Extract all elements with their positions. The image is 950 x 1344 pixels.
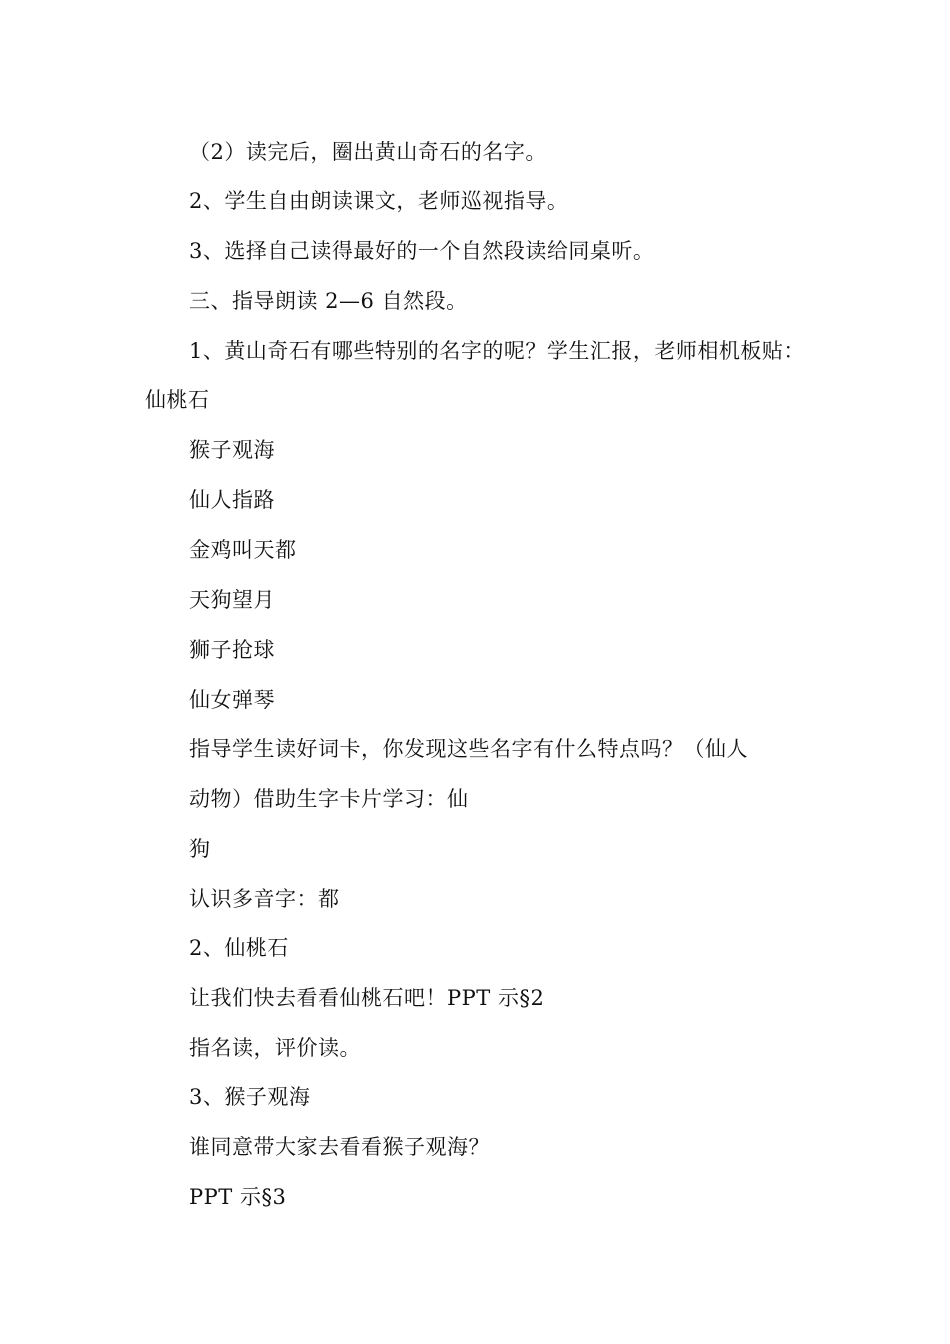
board-item-shiziqiangqiu: 狮子抢球: [189, 638, 275, 662]
subheading-houziguanhai: 3、猴子观海: [189, 1085, 311, 1109]
board-item-xianrenzhilu: 仙人指路: [189, 488, 275, 512]
board-item-xiantaoshi: 仙桃石: [145, 388, 210, 412]
step-free-reading: 2、学生自由朗读课文，老师巡视指导。: [189, 189, 569, 213]
ppt-slide-3: PPT 示§3: [189, 1185, 287, 1209]
board-item-xiannvtanqin: 仙女弹琴: [189, 688, 275, 712]
section-heading-guided-reading: 三、指导朗读 2—6 自然段。: [189, 289, 468, 313]
board-item-tiangouwangyue: 天狗望月: [189, 588, 275, 612]
step-read-circle-names: （2）读完后，圈出黄山奇石的名字。: [189, 140, 547, 164]
question-special-names: 1、黄山奇石有哪些特别的名字的呢？学生汇报，老师相机板贴：: [189, 339, 805, 363]
ppt-slide-2: 让我们快去看看仙桃石吧！PPT 示§2: [189, 986, 545, 1010]
character-gou: 狗: [189, 837, 211, 861]
board-item-jinjijiaotiandu: 金鸡叫天都: [189, 538, 297, 562]
instruction-character-cards: 动物）借助生字卡片学习：仙: [189, 787, 469, 811]
step-read-to-deskmate: 3、选择自己读得最好的一个自然段读给同桌听。: [189, 239, 655, 263]
instruction-word-cards: 指导学生读好词卡，你发现这些名字有什么特点吗？（仙人: [189, 737, 748, 761]
board-item-houziguanhai: 猴子观海: [189, 438, 275, 462]
instruction-name-reading: 指名读，评价读。: [189, 1036, 361, 1060]
subheading-xiantaoshi: 2、仙桃石: [189, 936, 289, 960]
polyphonic-character: 认识多音字：都: [189, 887, 340, 911]
question-who-leads: 谁同意带大家去看看猴子观海？: [189, 1135, 490, 1159]
